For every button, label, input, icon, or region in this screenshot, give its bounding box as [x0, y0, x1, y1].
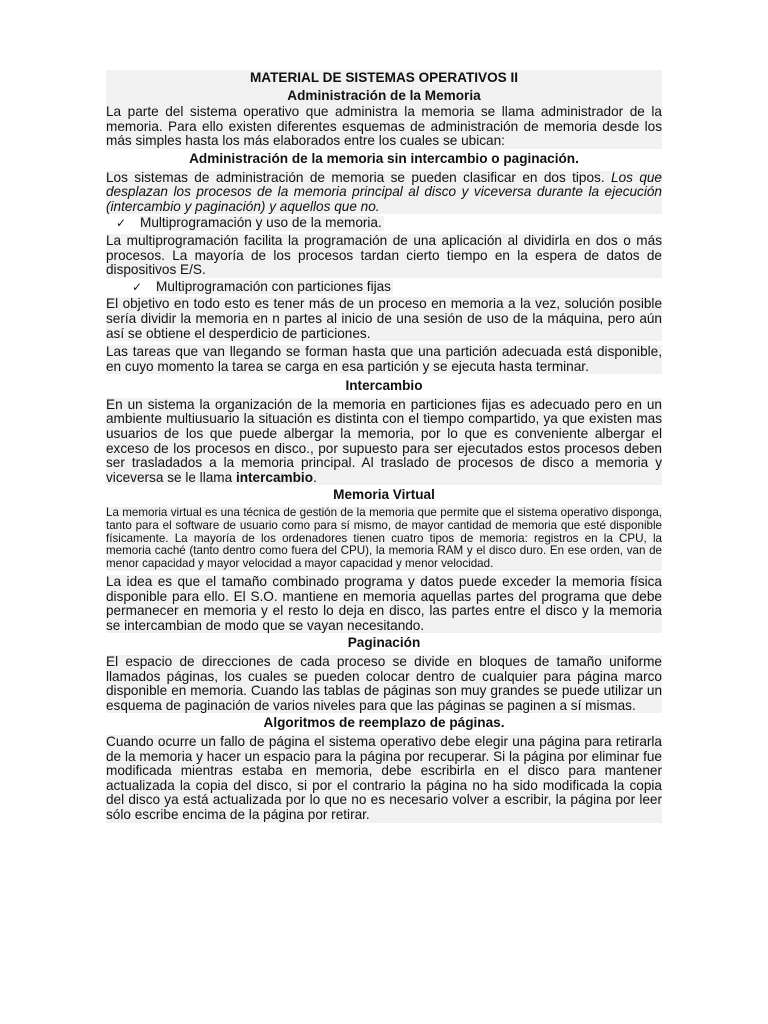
paragraph-objetivo: El objetivo en todo esto es tener más de un proceso en memoria a la vez, solución posible sería dividir la memoria en n partes al inicio de una sesión de uso de la máquina, pero aún así se obtiene el desperdicio de particiones. — [106, 296, 662, 341]
bullet-text-particiones-fijas: Multiprogramación con particiones fijas — [156, 278, 391, 294]
paragraph-intercambio — [106, 398, 662, 486]
paragraph-multiprogramacion: La multiprogramación facilita la programación de una aplicación al dividirla en dos o más procesos. La mayoría de los procesos tardan cierto tiempo en la espera de datos de dispositivos E/S. — [106, 232, 662, 278]
document-body — [106, 70, 662, 823]
bullet-item-particiones-fijas — [106, 278, 662, 298]
section-heading-paginacion: Paginación — [347, 635, 421, 651]
section-heading-memoria-virtual: Memoria Virtual — [333, 487, 435, 503]
document-title: MATERIAL DE SISTEMAS OPERATIVOS II — [106, 70, 662, 88]
paragraph-memoria-virtual: La memoria virtual es una técnica de gestión de la memoria que permite que el sistema operativo disponga, tanto para el software de usuario como para sí mismo, de mayor cantidad de memoria que esté disponible físicamente. La mayoría de los ordenadores tienen cuatro tipos de memoria: registros en la CPU, la memoria caché (tanto dentro como fuera del CPU), la memoria RAM y el disco duro. En ese orden, van de menor capacidad y mayor velocidad a mayor capacidad y menor velocidad. — [106, 506, 662, 571]
paragraph-tareas: Las tareas que van llegando se forman hasta que una partición adecuada está disponible, en cuyo momento la tarea se carga en esa partición y se ejecuta hasta terminar. — [106, 344, 662, 374]
paragraph-intercambio-bold: intercambio — [235, 469, 314, 485]
paragraph-clasificacion-normal: Los sistemas de administración de memoria se pueden clasificar en dos tipos. — [106, 169, 612, 185]
paragraph-intro: La parte del sistema operativo que administra la memoria se llama administrador de la memoria. Para ello existen diferentes esquemas de administración de memoria desde los más simples hasta los más elaborados entre los cuales se ubican: — [106, 104, 662, 149]
paragraph-intercambio-end: . — [313, 469, 317, 485]
section-heading-administracion: Administración de la Memoria — [106, 88, 662, 106]
paragraph-idea: La idea es que el tamaño combinado programa y datos puede exceder la memoria física disponible para ello. El S.O. mantiene en memoria aquellas partes del programa que debe permanecer en memoria y el resto lo deja en disco, las partes entre el disco y la memoria se intercambian de modo que se vayan necesitando. — [106, 574, 662, 633]
paragraph-algoritmos: Cuando ocurre un fallo de página el sistema operativo debe elegir una página para retirarla de la memoria y hacer un espacio para la página por recuperar. Si la página por eliminar fue modificada mientras estaba en memoria, debe escribirla en el disco para mantener actualizada la copia del disco, si por el contrario la página no ha sido modificada la copia del disco ya está actualizada por lo que no es necesario volver a escribir, la página por leer sólo escribe encima de la página por retirar. — [106, 733, 662, 822]
checkmark-icon: ✓ — [132, 279, 143, 294]
checkmark-icon: ✓ — [116, 216, 127, 231]
paragraph-intercambio-normal: En un sistema la organización de la memoria en particiones fijas es adecuado pero en un ambiente multiusuario la situación es distinta con el tiempo compartido, ya que existen mas usuarios de los que puede albergar la memoria, por lo que es conveniente albergar el exceso de los procesos en disco., por supuesto para ser ejecutados estos procesos deben ser trasladados a la memoria principal. Al traslado de procesos de disco a memoria y viceversa se le llama — [106, 396, 662, 485]
paragraph-clasificacion — [106, 171, 662, 215]
section-heading-algoritmos: Algoritmos de reemplazo de páginas. — [263, 715, 505, 731]
paragraph-paginacion: El espacio de direcciones de cada proceso se divide en bloques de tamaño uniforme llamados páginas, los cuales se pueden colocar dentro de cualquier para página marco disponible en memoria. Cuando las tablas de páginas son muy grandes se puede utilizar un esquema de paginación de varios niveles para que las páginas se paginen a sí mismas. — [106, 653, 662, 713]
bullet-text-multiprogramacion: Multiprogramación y uso de la memoria. — [140, 215, 382, 231]
section-heading-sin-intercambio: Administración de la memoria sin intercambio o paginación. — [189, 150, 579, 166]
section-heading-intercambio: Intercambio — [345, 378, 423, 394]
paragraph-clasificacion-italic: Los que desplazan los procesos de la memoria principal al disco y viceversa durante la ejecución (intercambio y paginación) y aquellos que no. — [106, 169, 662, 214]
bullet-item-multiprogramacion — [106, 214, 662, 234]
